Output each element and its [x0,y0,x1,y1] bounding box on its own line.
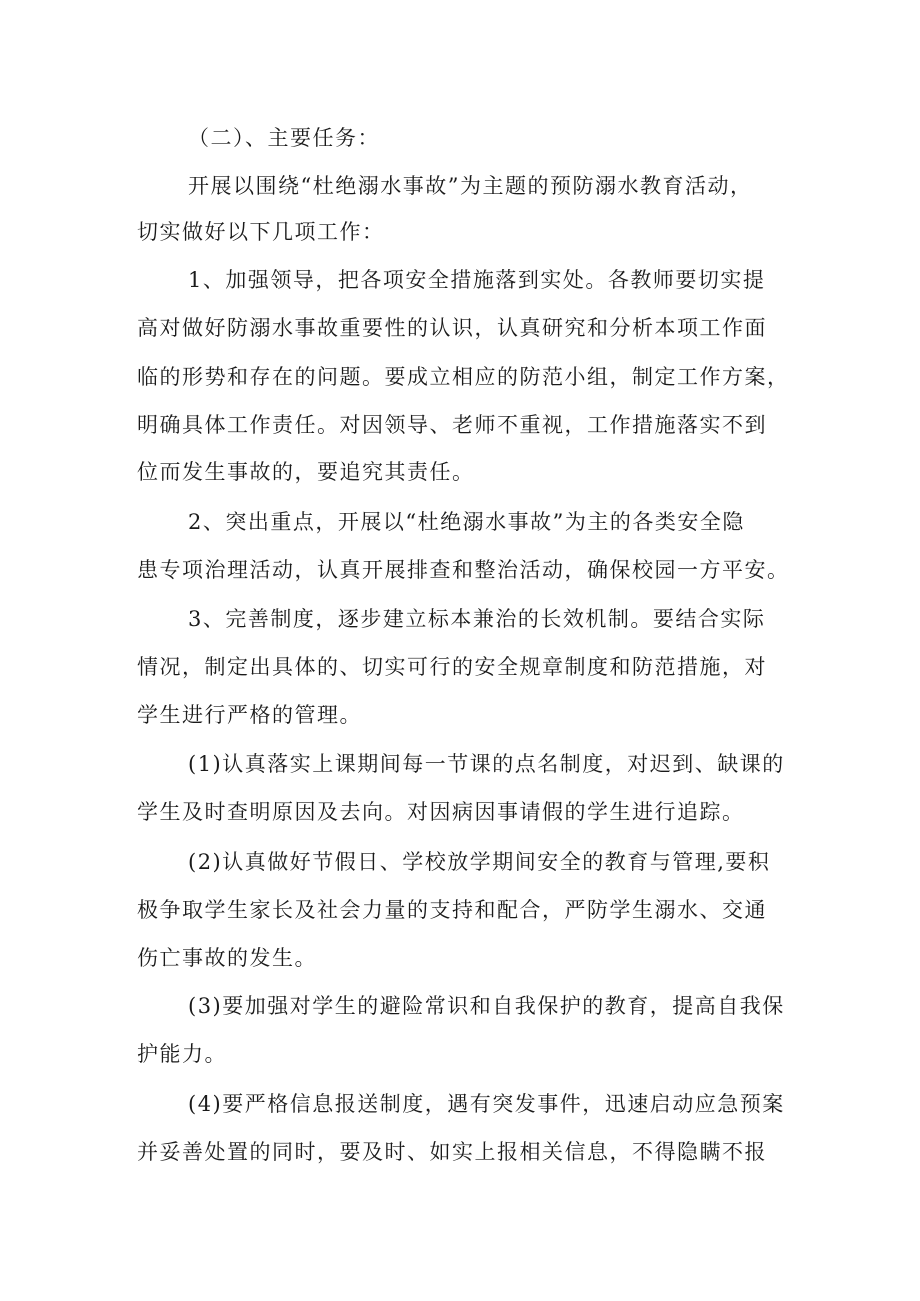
item-1-line: 临的形势和存在的问题。要成立相应的防范小组，制定工作方案， [137,365,790,389]
item-3-line: 3、完善制度，逐步建立标本兼治的长效机制。要结合实际 [188,607,766,631]
item-1-line: 明确具体工作责任。对因领导、老师不重视，工作措施落实不到 [137,413,767,437]
sub-item-2-line: 极争取学生家长及社会力量的支持和配合，严防学生溺水、交通 [137,898,767,922]
item-2-line: 2、突出重点，开展以“杜绝溺水事故”为主的各类安全隐 [188,510,745,534]
item-1-line: 高对做好防溺水事故重要性的认识，认真研究和分析本项工作面 [137,316,767,340]
sub-item-2-line: (2)认真做好节假日、学校放学期间安全的教育与管理,要积 [188,850,771,874]
section-heading: （二）、主要任务： [188,126,380,150]
intro-line: 开展以围绕“杜绝溺水事故”为主题的预防溺水教育活动， [188,174,753,198]
sub-item-1-line: (1)认真落实上课期间每一节课的点名制度，对迟到、缺课的 [188,752,785,776]
item-1-line: 位而发生事故的，要追究其责任。 [137,460,475,484]
intro-line: 切实做好以下几项工作： [137,220,385,244]
item-3-line: 学生进行严格的管理。 [137,703,362,727]
sub-item-4-line: 并妥善处置的同时，要及时、如实上报相关信息，不得隐瞒不报 [137,1140,767,1164]
sub-item-3-line: (3)要加强对学生的避险常识和自我保护的教育，提高自我保 [188,994,785,1018]
sub-item-1-line: 学生及时查明原因及去向。对因病因事请假的学生进行追踪。 [137,800,745,824]
item-1-line: 1、加强领导，把各项安全措施落到实处。各教师要切实提 [188,268,766,292]
sub-item-4-line: (4)要严格信息报送制度，遇有突发事件，迅速启动应急预案 [188,1092,785,1116]
sub-item-3-line: 护能力。 [137,1042,227,1066]
sub-item-2-line: 伤亡事故的发生。 [137,946,317,970]
item-3-line: 情况，制定出具体的、切实可行的安全规章制度和防范措施，对 [137,655,767,679]
item-2-line: 患专项治理活动，认真开展排查和整治活动，确保校园一方平安。 [137,558,790,582]
